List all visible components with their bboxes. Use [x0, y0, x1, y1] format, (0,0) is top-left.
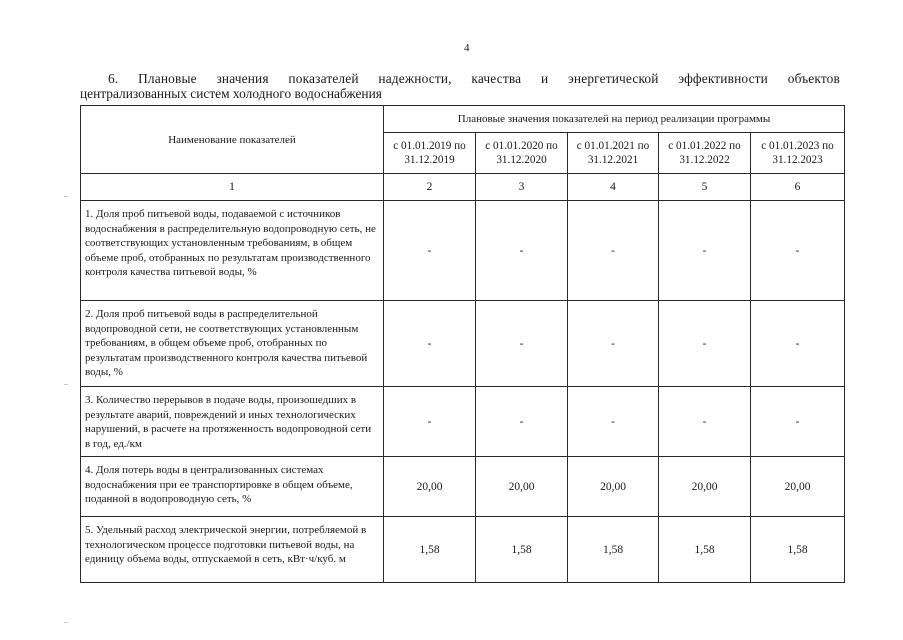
indicator-value: -	[659, 301, 751, 387]
indicator-value: -	[751, 387, 845, 457]
period-header-2021: с 01.01.2021 по 31.12.2021	[568, 133, 659, 174]
indicator-value: -	[751, 301, 845, 387]
column-number: 5	[659, 174, 751, 201]
indicator-value: -	[659, 201, 751, 301]
scan-margin-mark	[64, 622, 68, 623]
indicator-value: -	[568, 201, 659, 301]
indicator-name: 3. Количество перерывов в подаче воды, произошедших в результате аварий, повреждений и иных технологических нарушений, в расчете на протяженность водопроводной сети в год, ед./км	[81, 387, 384, 457]
table-row	[81, 457, 845, 517]
indicator-value: 1,58	[568, 517, 659, 583]
indicator-value: -	[659, 387, 751, 457]
indicator-value: -	[568, 387, 659, 457]
indicator-value: 20,00	[384, 457, 476, 517]
column-number: 2	[384, 174, 476, 201]
period-header-2023: с 01.01.2023 по 31.12.2023	[751, 133, 845, 174]
period-header-2022: с 01.01.2022 по 31.12.2022	[659, 133, 751, 174]
indicator-value: 1,58	[384, 517, 476, 583]
section-heading-line-1: 6. Плановые значения показателей надежности, качества и энергетической эффективности объектов	[108, 71, 840, 86]
indicator-name: 1. Доля проб питьевой воды, подаваемой с источников водоснабжения в распределительную водопроводную сеть, не соответствующих установленным требованиям, в общем объеме проб, отобранных по результатам производственного контроля качества питьевой воды, %	[81, 201, 384, 301]
scan-margin-mark	[64, 384, 68, 385]
indicator-value: 1,58	[476, 517, 568, 583]
table-row	[81, 517, 845, 583]
indicator-name: 4. Доля потерь воды в централизованных системах водоснабжения при ее транспортировке в общем объеме, поданной в водопроводную сеть, %	[81, 457, 384, 517]
column-number-row	[81, 174, 845, 201]
indicator-value: -	[384, 387, 476, 457]
table-row	[81, 301, 845, 387]
indicator-value: -	[476, 387, 568, 457]
indicator-value: -	[384, 301, 476, 387]
indicator-name-header: Наименование показателей	[81, 106, 384, 174]
table-row	[81, 201, 845, 301]
indicator-value: 20,00	[659, 457, 751, 517]
column-number: 3	[476, 174, 568, 201]
page-number: 4	[464, 42, 470, 54]
indicators-table	[80, 105, 845, 583]
indicator-name: 5. Удельный расход электрической энергии, потребляемой в технологическом процессе подготовки питьевой воды, на единицу объема воды, отпускаемой в сеть, кВт·ч/куб. м	[81, 517, 384, 583]
indicator-value: 20,00	[568, 457, 659, 517]
indicator-value: -	[476, 301, 568, 387]
column-number: 6	[751, 174, 845, 201]
indicator-value: -	[568, 301, 659, 387]
section-heading	[80, 71, 840, 101]
period-header-2020: с 01.01.2020 по 31.12.2020	[476, 133, 568, 174]
column-number: 4	[568, 174, 659, 201]
table-row	[81, 387, 845, 457]
indicator-value: -	[751, 201, 845, 301]
indicator-value: 20,00	[751, 457, 845, 517]
indicator-value: -	[384, 201, 476, 301]
indicator-value: 20,00	[476, 457, 568, 517]
planned-values-header: Плановые значения показателей на период реализации программы	[384, 106, 845, 133]
scan-margin-mark	[64, 196, 68, 197]
period-header-2019: с 01.01.2019 по 31.12.2019	[384, 133, 476, 174]
indicator-value: 1,58	[659, 517, 751, 583]
indicator-value: -	[476, 201, 568, 301]
section-heading-line-2: централизованных систем холодного водоснабжения	[80, 86, 382, 101]
indicator-name: 2. Доля проб питьевой воды в распределительной водопроводной сети, не соответствующих установленным требованиям, в общем объеме проб, отобранных по результатам производственного контроля качества питьевой воды, %	[81, 301, 384, 387]
indicator-value: 1,58	[751, 517, 845, 583]
column-number: 1	[81, 174, 384, 201]
